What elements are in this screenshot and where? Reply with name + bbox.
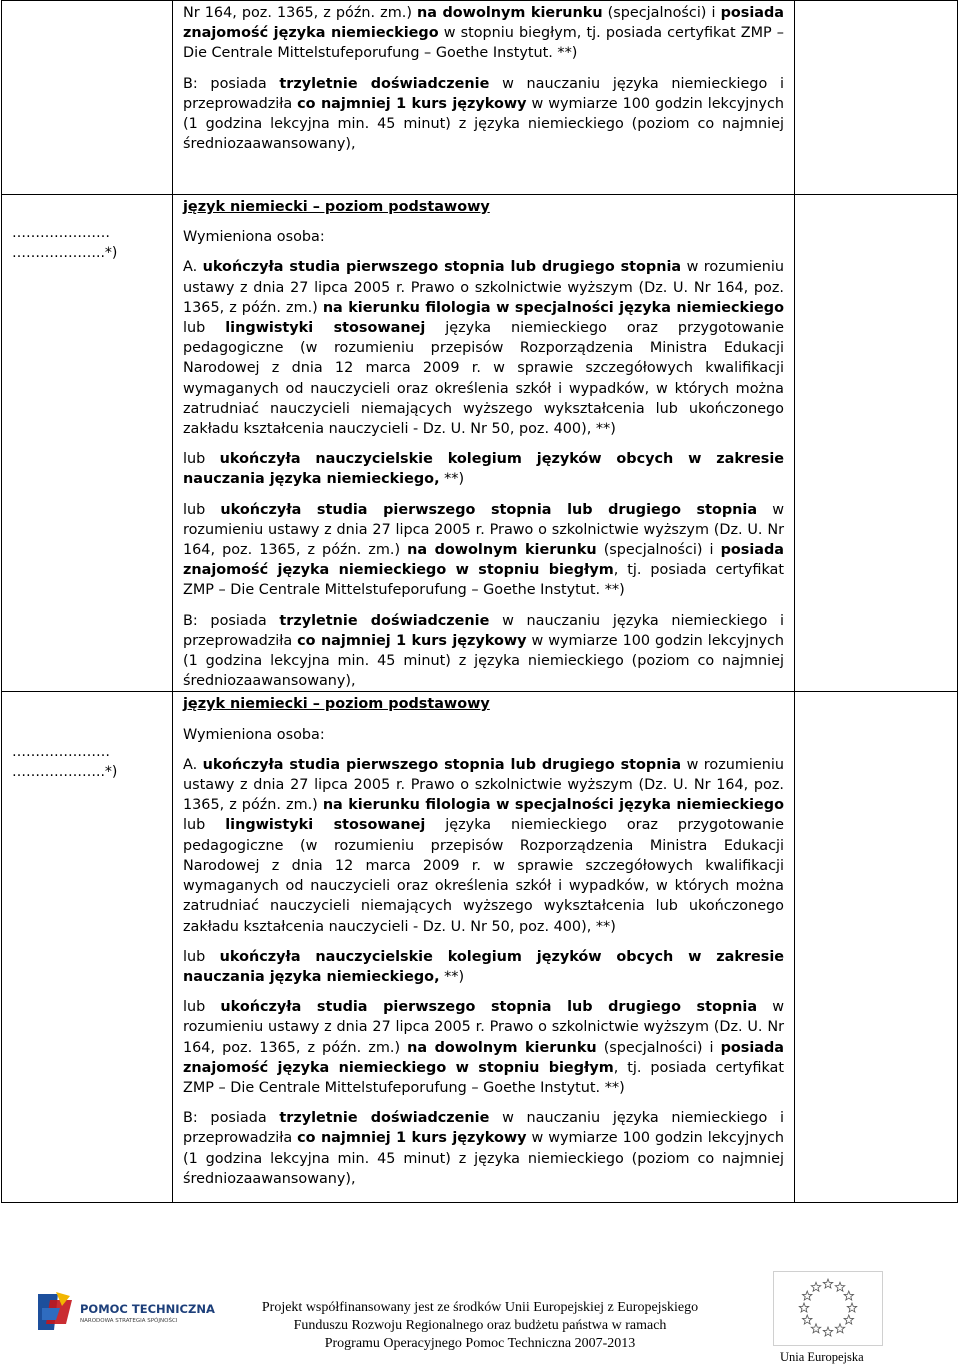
text-run: lingwistyki stosowanej: [225, 817, 426, 834]
paragraph: [183, 997, 784, 1098]
text-run: język niemiecki – poziom podstawowy: [183, 696, 490, 713]
content-cell: [173, 1, 795, 195]
marker-line: …………………: [12, 225, 110, 241]
text-run: języka niemieckiego oraz przygotowanie pedagogiczne (w rozumieniu przepisów Rozporządzenia Ministra Edukacji Narodowej z dnia 12 marca 2009 r. w sprawie szczegółowych kwalifikacji wymaganych od nauczycieli oraz określenia szkół i wypadków, w których można zatrudniać nauczycieli niemających wyższego wykształcenia lub ukończonego zakładu kształcenia nauczycieli - Dz. U. Nr 50, poz. 400), **): [183, 320, 784, 438]
flag-icon: [36, 1290, 76, 1334]
text-run: **): [439, 968, 465, 985]
eu-stars-icon: [774, 1272, 882, 1345]
text-run: Nr 164, poz. 1365, z późn. zm.): [183, 5, 418, 21]
text-run: (specjalności) i: [596, 1039, 721, 1056]
text-run: , tj. posiada certyfikat ZMP – Die Centrale Mittelstufeporufung – Goethe Instytut. **): [183, 1059, 784, 1096]
text-run: trzyletnie doświadczenie: [279, 1110, 490, 1127]
eu-star: [844, 1291, 854, 1300]
eu-star: [823, 1279, 833, 1288]
content-text: [173, 1, 794, 154]
paragraph: [183, 3, 784, 64]
text-run: w wymiarze 100 godzin lekcyjnych (1 godzina lekcyjna min. 45 minut) z języka niemieckiego (poziom co najmniej średniozaawansowany),: [183, 632, 784, 690]
text-run: lub: [183, 320, 226, 337]
marker-cell: [2, 1, 173, 195]
text-run: na dowolnym kierunku: [407, 542, 597, 559]
text-run: posiada znajomość języka niemieckiego w stopniu biegłym: [183, 542, 784, 579]
text-run: posiada znajomość języka niemieckiego w stopniu biegłym: [183, 1039, 784, 1076]
table-row: [2, 195, 958, 692]
text-run: w rozumieniu ustawy z dnia 27 lipca 2005 r. Prawo o szkolnictwie wyższym (Dz. U. Nr 164, poz. 1365, z późn. zm.): [183, 259, 784, 316]
text-run: Wymieniona osoba:: [183, 229, 325, 246]
text-run: w rozumieniu ustawy z dnia 27 lipca 2005 r. Prawo o szkolnictwie wyższym (Dz. U. Nr 164, poz. 1365, z późn. zm.): [183, 756, 784, 814]
eu-star: [835, 1282, 845, 1291]
text-run: w nauczaniu języka niemieckiego i przeprowadziła: [183, 75, 784, 112]
content-cell: [173, 195, 795, 692]
paragraph: [183, 611, 784, 692]
marker-line: ………………..*): [12, 245, 118, 261]
text-run: na kierunku filologia w specjalności języka niemieckiego: [322, 797, 784, 814]
text-run: co najmniej 1 kurs językowy: [297, 632, 527, 649]
text-run: język niemiecki – poziom podstawowy: [183, 199, 490, 215]
text-run: trzyletnie doświadczenie: [279, 612, 490, 629]
footer-line: Programu Operacyjnego Pomoc Techniczna 2007-2013: [324, 1336, 636, 1351]
text-run: w rozumieniu ustawy z dnia 27 lipca 2005 r. Prawo o szkolnictwie wyższym (Dz. U. Nr 164, poz. 1365, z późn. zm.): [183, 501, 784, 559]
text-run: języka niemieckiego oraz przygotowanie pedagogiczne (w rozumieniu przepisów Rozporządzenia Ministra Edukacji Narodowej z dnia 12 marca 2009 r. w sprawie szczegółowych kwalifikacji wymaganych od nauczycieli oraz określenia szkół i wypadków, w których można zatrudniać nauczycieli niemających wyższego wykształcenia lub ukończonego zakładu kształcenia nauczycieli - Dz. U. Nr 50, poz. 400), **): [183, 817, 784, 935]
text-run: ukończyła studia pierwszego stopnia lub drugiego stopnia: [202, 259, 682, 276]
empty-cell: [795, 1, 958, 195]
text-run: ukończyła studia pierwszego stopnia lub drugiego stopnia: [220, 999, 758, 1016]
eu-star: [844, 1315, 854, 1324]
text-run: lub: [183, 451, 220, 468]
paragraph: [183, 449, 784, 489]
content-text: [173, 195, 794, 691]
empty-cell: [795, 692, 958, 1203]
text-run: B: posiada: [183, 75, 280, 92]
eu-star: [823, 1327, 833, 1336]
eu-star: [799, 1303, 809, 1312]
text-run: B: posiada: [183, 1110, 280, 1127]
pomoc-techniczna-logo: [36, 1290, 215, 1334]
paragraph: [183, 197, 784, 217]
content-text: [173, 692, 794, 1188]
eu-star: [811, 1324, 821, 1333]
paragraph: [183, 1108, 784, 1189]
text-run: na dowolnym kierunku: [407, 1039, 597, 1056]
text-run: co najmniej 1 kurs językowy: [297, 1130, 527, 1147]
text-run: na kierunku filologia w specjalności języka niemieckiego: [322, 299, 784, 316]
text-run: lub: [183, 999, 221, 1016]
paragraph: [183, 500, 784, 601]
text-run: ukończyła studia pierwszego stopnia lub drugiego stopnia: [202, 756, 682, 773]
eu-label: Unia Europejska: [780, 1350, 864, 1364]
text-run: na dowolnym kierunku: [417, 5, 603, 21]
eu-star: [847, 1303, 857, 1312]
paragraph: [183, 755, 784, 937]
marker-cell: [2, 692, 173, 1203]
paragraph: [183, 694, 784, 714]
eu-star: [835, 1324, 845, 1333]
text-run: w rozumieniu ustawy z dnia 27 lipca 2005 r. Prawo o szkolnictwie wyższym (Dz. U. Nr 164, poz. 1365, z późn. zm.): [183, 999, 784, 1056]
text-run: B: posiada: [183, 612, 280, 629]
text-run: A.: [183, 756, 203, 773]
marker-line: …………………: [12, 744, 110, 761]
text-run: ukończyła studia pierwszego stopnia lub drugiego stopnia: [220, 501, 758, 518]
text-run: w nauczaniu języka niemieckiego i przeprowadziła: [183, 1110, 784, 1147]
paragraph: [183, 947, 784, 987]
text-run: lub: [183, 501, 221, 518]
text-run: lub: [183, 817, 226, 834]
paragraph: [183, 74, 784, 155]
text-run: w wymiarze 100 godzin lekcyjnych (1 godzina lekcyjna min. 45 minut) z języka niemieckiego (poziom co najmniej średniozaawansowany),: [183, 95, 784, 153]
footer-text: [220, 1299, 740, 1353]
text-run: ukończyła nauczycielskie kolegium języków obcych w zakresie nauczania języka niemieckiego,: [183, 451, 785, 488]
requirements-table: [1, 0, 958, 1203]
text-run: w nauczaniu języka niemieckiego i przeprowadziła: [183, 612, 784, 649]
text-run: (specjalności) i: [602, 5, 721, 21]
paragraph: [183, 227, 784, 247]
eu-star: [802, 1315, 812, 1324]
page-footer: [0, 1268, 960, 1366]
eu-star: [811, 1282, 821, 1291]
text-run: co najmniej 1 kurs językowy: [297, 95, 527, 112]
footer-line: Projekt współfinansowany jest ze środków Unii Europejskiej z Europejskiego: [261, 1300, 699, 1315]
text-run: (specjalności) i: [596, 542, 721, 559]
placeholder-markers: [2, 195, 172, 263]
eu-flag: [773, 1271, 883, 1346]
text-run: posiada znajomość języka niemieckiego: [183, 5, 784, 42]
text-run: **): [439, 471, 465, 488]
table-row: [2, 692, 958, 1203]
text-run: ukończyła nauczycielskie kolegium języków obcych w zakresie nauczania języka niemieckiego,: [183, 948, 785, 985]
table-row: [2, 1, 958, 195]
text-run: lub: [183, 948, 220, 965]
marker-line: ………………..*): [12, 764, 118, 781]
text-run: w stopniu biegłym, tj. posiada certyfikat ZMP – Die Centrale Mittelstufeporufung – Goethe Instytut. **): [183, 25, 784, 62]
paragraph: [183, 257, 784, 439]
logo-title: POMOC TECHNICZNA: [80, 1302, 215, 1316]
eu-star: [802, 1291, 812, 1300]
content-cell: [173, 692, 795, 1203]
placeholder-markers: [2, 692, 172, 782]
logo-subtitle: NARODOWA STRATEGIA SPÓJNOŚCI: [80, 1318, 178, 1324]
paragraph: [183, 725, 784, 745]
footer-line: Funduszu Rozwoju Regionalnego oraz budżetu państwa w ramach: [293, 1318, 667, 1333]
marker-cell: [2, 195, 173, 692]
text-run: lingwistyki stosowanej: [225, 320, 426, 337]
empty-cell: [795, 195, 958, 692]
text-run: Wymieniona osoba:: [183, 726, 325, 743]
text-run: trzyletnie doświadczenie: [279, 75, 490, 92]
text-run: , tj. posiada certyfikat ZMP – Die Centrale Mittelstufeporufung – Goethe Instytut. **): [183, 562, 784, 599]
text-run: A.: [183, 259, 203, 276]
text-run: w wymiarze 100 godzin lekcyjnych (1 godzina lekcyjna min. 45 minut) z języka niemieckiego (poziom co najmniej średniozaawansowany),: [183, 1130, 784, 1187]
